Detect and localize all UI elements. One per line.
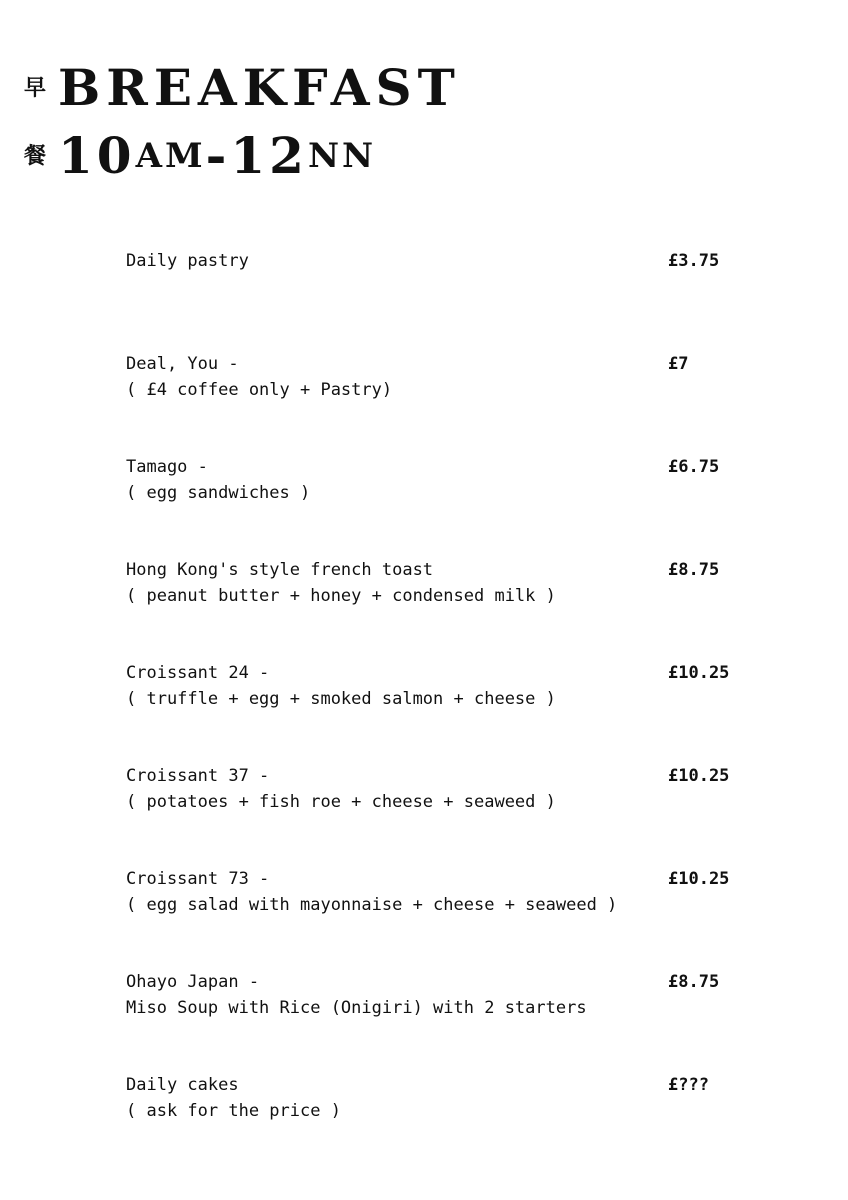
menu-item-name: Croissant 24 - (126, 663, 270, 683)
menu-item-price: £6.75 (668, 457, 720, 477)
menu-item (126, 557, 766, 660)
menu-title: BREAKFAST (58, 58, 461, 117)
menu-item (126, 969, 766, 1072)
menu-item (126, 454, 766, 557)
cjk-character-breakfast-top: 早 (24, 75, 47, 101)
menu-item-name: Croissant 37 - (126, 766, 270, 786)
menu-item-price: £8.75 (668, 972, 720, 992)
menu-item-description: ( £4 coffee only + Pastry) (126, 380, 393, 400)
menu-item-description: ( egg salad with mayonnaise + cheese + seaweed ) (126, 895, 618, 915)
cjk-character-breakfast-bottom: 餐 (24, 143, 47, 169)
menu-item (126, 1072, 766, 1175)
close-suffix: NN (307, 136, 377, 176)
menu-item-description: ( potatoes + fish roe + cheese + seaweed ) (126, 792, 556, 812)
menu-item-price: £10.25 (668, 869, 730, 889)
menu-item-name: Hong Kong's style french toast (126, 560, 434, 580)
menu-item (126, 248, 766, 351)
menu-item-price: £7 (668, 354, 689, 374)
menu-item-description: ( peanut butter + honey + condensed milk ) (126, 586, 556, 606)
menu-item (126, 866, 766, 969)
menu-header (24, 58, 744, 186)
menu-item (126, 660, 766, 763)
menu-item-description: ( truffle + egg + smoked salmon + cheese ) (126, 689, 556, 709)
menu-item-name: Croissant 73 - (126, 869, 270, 889)
menu-item-name: Daily pastry (126, 251, 249, 271)
menu-item-price: £10.25 (668, 663, 730, 683)
menu-item-description: ( ask for the price ) (126, 1101, 341, 1121)
menu-item-name: Daily cakes (126, 1075, 239, 1095)
menu-list (126, 248, 766, 1175)
menu-item (126, 351, 766, 454)
hours-row (24, 126, 744, 186)
menu-item-description: ( egg sandwiches ) (126, 483, 311, 503)
open-hour: 10 (58, 126, 136, 185)
menu-item-price: £3.75 (668, 251, 720, 271)
close-hour: 12 (230, 126, 308, 185)
menu-item-price: £??? (668, 1075, 709, 1095)
menu-item-description: Miso Soup with Rice (Onigiri) with 2 starters (126, 998, 587, 1018)
menu-item-name: Ohayo Japan - (126, 972, 260, 992)
hours-dash: - (205, 126, 231, 185)
title-row (24, 58, 744, 118)
menu-item-name: Deal, You - (126, 354, 239, 374)
menu-item-price: £8.75 (668, 560, 720, 580)
menu-item-price: £10.25 (668, 766, 730, 786)
menu-item-name: Tamago - (126, 457, 208, 477)
open-suffix: AM (135, 136, 206, 176)
menu-item (126, 763, 766, 866)
